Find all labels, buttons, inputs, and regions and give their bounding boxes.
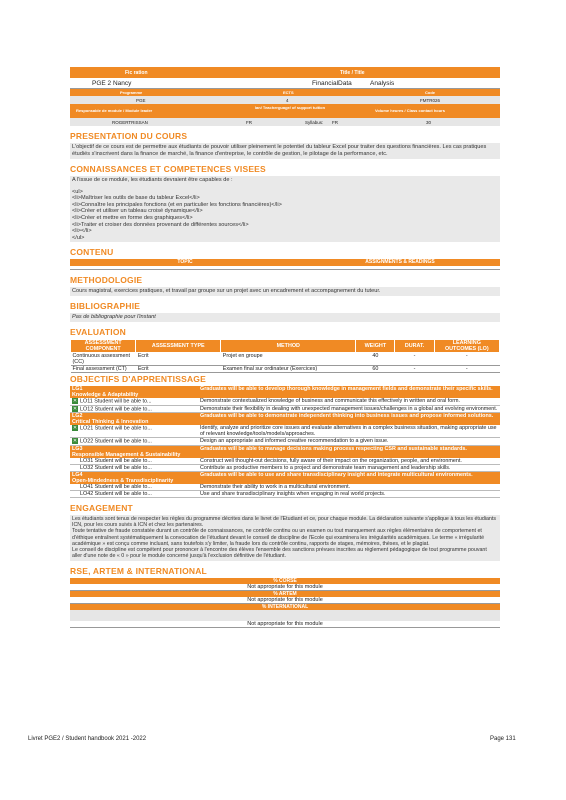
evaluation-heading: EVALUATION (70, 327, 126, 338)
lg-desc: Graduates will be able to use and share transdisciplinary insight and integrate multicultural environments. (198, 471, 500, 484)
lg-name: Knowledge & Adaptability (72, 392, 139, 399)
eval-cell: Ecrit (136, 366, 221, 373)
lg-code: LG4 (72, 471, 83, 478)
methodologie-heading: METHODOLOGIE (70, 275, 143, 286)
value-code: FMTR026 (420, 98, 441, 103)
lo-row (70, 458, 500, 465)
competences-heading: CONNAISSANCES ET COMPETENCES VISEES (70, 164, 266, 174)
lo-row (70, 398, 500, 405)
rse-value: Not appropriate for this module (70, 621, 500, 628)
contenu-col-topic: TOPIC (177, 259, 193, 266)
lo-text: Contribute as productive members to a project and demonstrate team management and leadership skills. (198, 464, 500, 471)
lg-desc: Graduates will be able to manage decisions making process respecting CSR and sustainable standards. (198, 445, 500, 458)
objectifs-heading: OBJECTIFS D'APPRENTISSAGE (70, 374, 206, 385)
competences-line: </ul> (72, 234, 85, 241)
checkbox-checked-icon: ✕ (72, 425, 78, 432)
lg-name: Critical Thinking & Innovation (72, 419, 149, 426)
competences-line: <ul> (72, 188, 83, 195)
checkbox-checked-icon: ✕ (72, 398, 78, 405)
eval-cell: 40 (356, 353, 395, 366)
lo-row (70, 438, 500, 445)
presentation-text: L'objectif de ce cours est de permettre aux étudiants de pouvoir utiliser pleinement le potentiel du tableur Excel pour traiter des questions financières. Les cas pratiques étudiés s'inscrivent dans la finance de marché, la finance d'entreprise, le contrôle de gestion, le pilotage de la performance, etc. (70, 143, 500, 159)
rse-spacer (70, 610, 500, 621)
lo-label: LO12 Student will be able to... (80, 406, 152, 413)
contenu-header (70, 259, 500, 266)
value-language: FR (246, 120, 252, 125)
contenu-col-assignments: ASSIGNMENTS & READINGS (365, 259, 435, 266)
lg-name: Responsible Management & Sustainability (72, 451, 181, 458)
lo-label: LO31 Student will be able to... (70, 458, 198, 465)
eval-cell: Continuous assessment (CC) (71, 353, 136, 366)
label-ects: ECTS (283, 90, 294, 95)
header-row-4 (70, 96, 500, 104)
eval-col-component: ASSESSMENT COMPONENT (71, 340, 136, 353)
lo-text: Use and share transdisciplinary insights when engaging in real world projects. (198, 490, 500, 497)
lo-label-cell (70, 438, 198, 445)
lg-code: LG3 (72, 445, 83, 452)
engagement-paragraph: Le conseil de discipline est compétent pour prononcer à l'encontre des élèves l'ensemble des sanctions prévues inscrites au règlement pédagogique de tout programme pouvant aller d'une note de « 0 » pour le module concerné jusqu'à l'exclusion définitive de l'étudiant. (72, 547, 487, 560)
contenu-heading: CONTENU (70, 247, 114, 258)
competences-line: <li>Créer et mettre en forme des graphiques</li> (72, 214, 193, 221)
header-row-5 (70, 104, 500, 118)
eval-cell: 60 (356, 366, 395, 373)
objectifs-table (70, 386, 500, 497)
lg-desc: Graduates will be able to demonstrate independent thinking into business issues and propose informed solutions. (198, 413, 500, 426)
course-title: FinancialData (312, 80, 352, 87)
checkbox-checked-icon: ✕ (72, 405, 78, 412)
eval-cell: - (395, 366, 434, 373)
header-row-2 (70, 78, 500, 89)
lo-text: Demonstrate their flexibility in dealing with unexpected management issues/challenges in a global and evolving environment. (198, 405, 500, 412)
eval-cell: Projet en groupe (221, 353, 356, 366)
competences-line: <li>Traiter et croiser des données provenant de différentes sources</li> (72, 221, 249, 228)
bibliographie-heading: BIBLIOGRAPHIE (70, 301, 141, 312)
label-syllabus: Syllabus: (305, 120, 324, 125)
eval-col-duration: DURAT. (395, 340, 434, 353)
lg-header-row (70, 413, 500, 426)
label-programme: Programme (120, 90, 143, 95)
lg-name-cell (70, 386, 198, 398)
eval-col-method: METHOD (221, 340, 356, 353)
rse-label: % INTERNATIONAL (70, 604, 500, 610)
evaluation-header-row (71, 340, 500, 353)
contenu-empty-row (70, 266, 500, 270)
course-sheet (70, 67, 500, 628)
checkbox-checked-icon: ✕ (72, 438, 78, 445)
eval-cell: Final assessment (CT) (71, 366, 136, 373)
label-module-leader: Responsable de module / Module leader (76, 108, 153, 113)
competences-line: <li></li> (72, 228, 92, 235)
lg-name-cell (70, 413, 198, 426)
lo-label-cell (70, 425, 198, 438)
table-row (71, 366, 500, 373)
lo-label-cell (70, 405, 198, 412)
eval-cell: Ecrit (136, 353, 221, 366)
competences-line: <li>Créer et utiliser un tableau croisé dynamique</li> (72, 208, 203, 215)
value-ects: 4 (286, 98, 289, 103)
lo-row (70, 464, 500, 471)
rse-value: Not appropriate for this module (70, 584, 500, 591)
lo-row (70, 425, 500, 438)
value-programme: PGE (136, 98, 146, 103)
competences-line: A l'issue de ce module, les étudiants devraient être capables de : (72, 177, 233, 183)
header-row-1 (70, 67, 500, 78)
header-title-label: Title / Title (340, 70, 365, 76)
lg-header-row (70, 445, 500, 458)
competences-text (70, 176, 500, 242)
lo-label: LO41 Student will be able to... (70, 484, 198, 491)
label-code: Code (425, 90, 435, 95)
course-title-2: Analysis (370, 80, 395, 87)
label-language: lan/ Teacherguage/ of support tuition (254, 105, 326, 110)
rse-block (70, 578, 500, 628)
lg-header-row (70, 471, 500, 484)
lo-row (70, 405, 500, 412)
lo-row (70, 490, 500, 497)
lo-label: LO22 Student will be able to... (80, 438, 152, 445)
rse-heading: RSE, ARTEM & INTERNATIONAL (70, 565, 207, 576)
rse-value: Not appropriate for this module (70, 597, 500, 604)
eval-col-weight: WEIGHT (356, 340, 395, 353)
engagement-text (70, 515, 500, 561)
page-footer (28, 736, 528, 742)
lo-label: LO11 Student will be able to... (80, 398, 152, 405)
value-hours: 30 (426, 120, 432, 125)
lo-text: Demonstrate contextualized knowledge of business and communicate this effectively in written and oral form. (198, 398, 500, 405)
lg-name-cell (70, 471, 198, 484)
value-module-leader: ROGERTRISSAN (112, 120, 148, 125)
program-name: PGE 2 Nancy (92, 80, 132, 87)
engagement-paragraph: Toute tentative de fraude constatée durant un contrôle de connaissances, ne contrôle continu ou un examen ou tout manquement aux règles élémentaires de comportement et d'éthique entraînent systématiquement la convocation de l'étudiant devant le conseil de discipline de l'Ecole qui examinera les irrégularités académiques. Le terme « irrégularité académique » est conçu comme incluant, sans toutefois s'y limiter, la fraude lors du contrôle continu, rapports de stages, mémoires, thèses, et le plagiat. (72, 528, 485, 547)
footer-handbook: Livret PGE2 / Student handbook 2021 -2022 (28, 736, 147, 742)
lo-text: Identify, analyze and prioritize core issues and evaluate alternatives in a complex business situation, making appropriate use of relevant knowledge/tools/models/approaches. (198, 425, 500, 438)
rse-label: % ARTEM (70, 591, 500, 597)
lo-label: LO32 Student will be able to... (70, 464, 198, 471)
eval-col-type: ASSESSMENT TYPE (136, 340, 221, 353)
bibliographie-text: Pas de bibliographie pour l'instant (70, 313, 500, 322)
presentation-heading: PRESENTATION DU COURS (70, 131, 188, 141)
evaluation-table (70, 339, 500, 373)
eval-cell: - (434, 353, 499, 366)
lg-code: LG1 (72, 386, 83, 393)
methodologie-text: Cours magistral, exercices pratiques, et travail par groupe sur un projet avec un encadrement et accompagnement du tuteur. (70, 287, 500, 296)
engagement-paragraph: Les étudiants sont tenus de respecter les règles du programme décrites dans le livret de l'Etudiant et ce, pour chaque module. La déclaration suivante s'applique à tous les étudiants ICN, pour les cours suivis à ICN et chez les partenaires. (72, 515, 496, 528)
eval-cell: - (395, 353, 434, 366)
header-row-6 (70, 118, 500, 126)
lg-header-row (70, 386, 500, 398)
competences-line: <li>Maîtriser les outils de base du tableur Excel</li> (72, 195, 200, 202)
eval-cell: Examen final sur ordinateur (Exercices) (221, 366, 356, 373)
lo-text: Demonstrate their ability to work in a multicultural environment. (198, 484, 500, 491)
lg-name-cell (70, 445, 198, 458)
table-row (71, 353, 500, 366)
competences-line: <li>Connaître les principales fonctions (et en particulier les fonctions financières)</li> (72, 201, 282, 208)
lo-text: Construct well thought-out decisions, fully aware of their impact on the organization, people, and environment. (198, 458, 500, 465)
lg-name: Open-Mindedness & Transdisciplinarity (72, 477, 174, 484)
lo-label-cell (70, 398, 198, 405)
lo-label: LO42 Student will be able to... (70, 490, 198, 497)
eval-cell: - (434, 366, 499, 373)
lo-label: LO21 Student will be able to... (80, 425, 152, 432)
rse-label: % CORSE (70, 578, 500, 584)
lo-text: Design an appropriate and informed creative recommendation to a given issue. (198, 438, 500, 445)
header-file-label: Fic ration (125, 70, 148, 76)
eval-col-lo: LEARNING OUTCOMES (LO) (434, 340, 499, 353)
lg-desc: Graduates will be able to develop thorough knowledge in management fields and demonstrate their specific skills. (198, 386, 500, 398)
label-contact-hours: Volume heures / Class contact hours (375, 108, 445, 113)
header-row-3 (70, 89, 500, 96)
engagement-heading: ENGAGEMENT (70, 502, 133, 513)
footer-page-number: Page 131 (490, 736, 516, 742)
lg-code: LG2 (72, 413, 83, 420)
value-syllabus: FR (332, 120, 338, 125)
